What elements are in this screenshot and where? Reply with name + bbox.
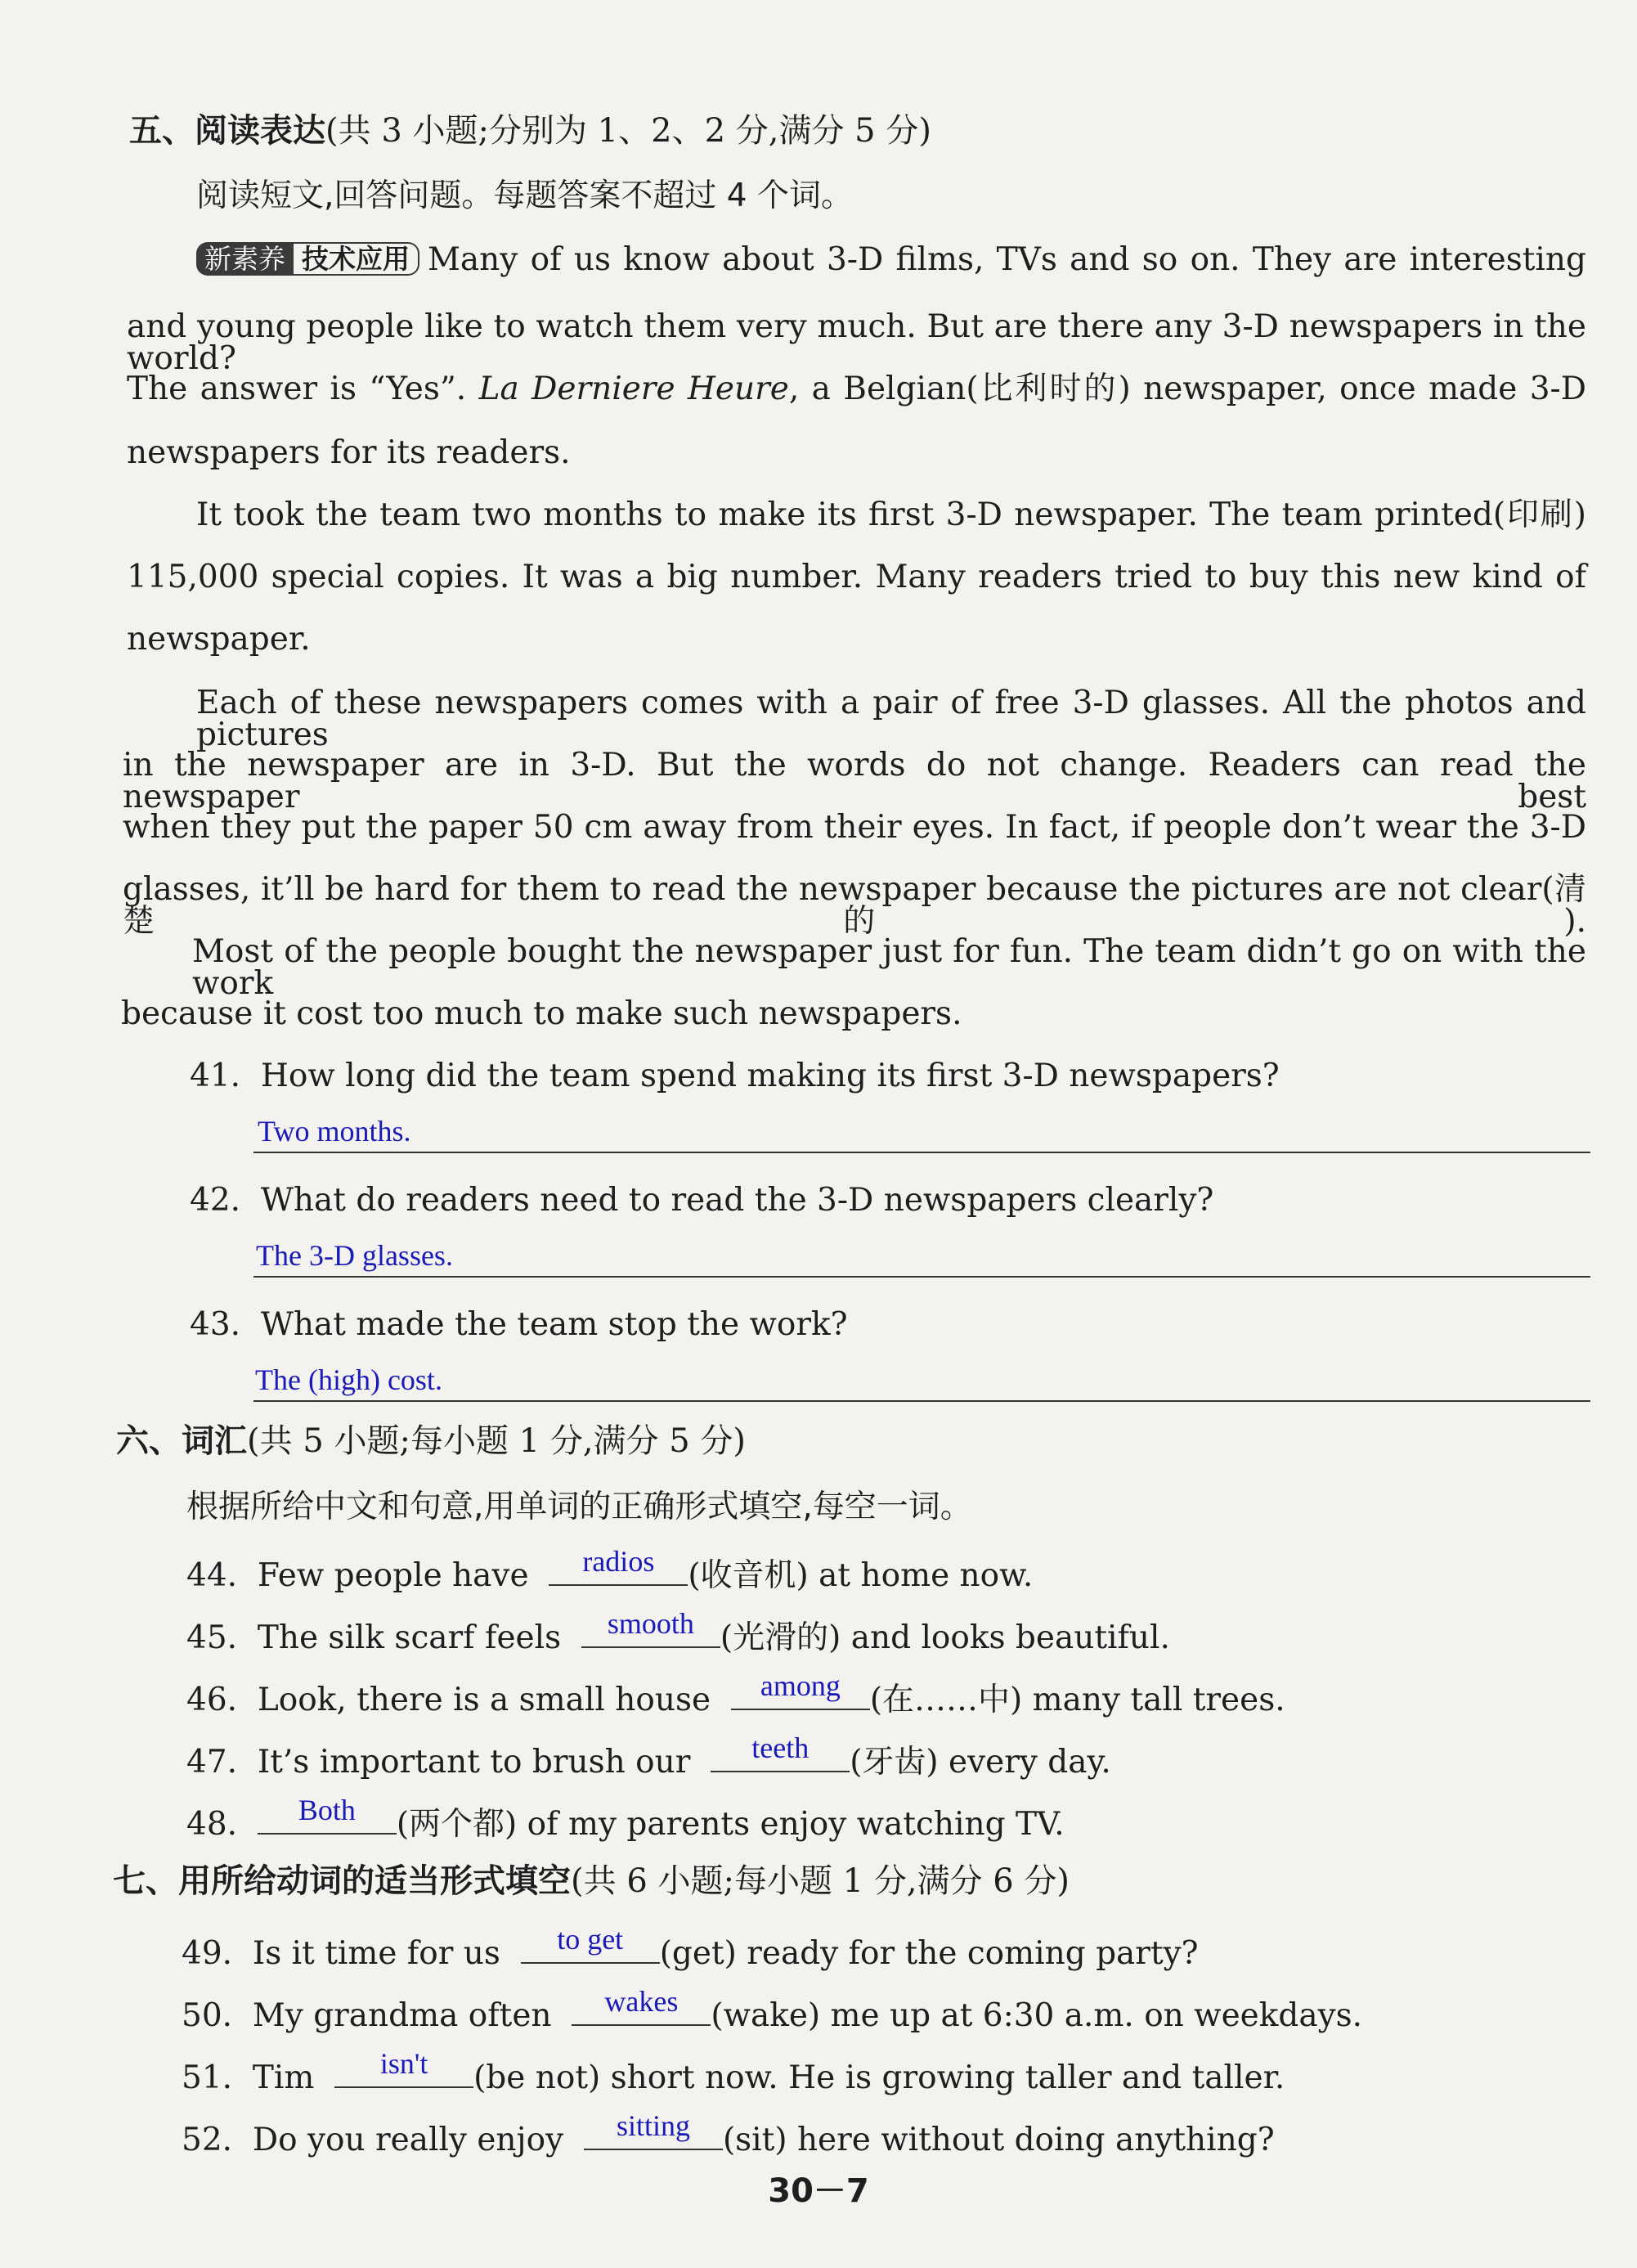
vocab-item-45: 45. The silk scarf feels smooth (光滑的) and looks beautiful.	[186, 1607, 1170, 1656]
answer-blank-50[interactable]: wakes	[572, 1992, 711, 2026]
section6-note: (共 5 小题;每小题 1 分,满分 5 分)	[247, 1422, 747, 1460]
section6-instruction: 根据所给中文和句意,用单词的正确形式填空,每空一词。	[186, 1489, 972, 1525]
vocab-item-44: 44. Few people have radios (收音机) at home now.	[186, 1545, 1034, 1594]
question-number: 42.	[190, 1182, 241, 1219]
section6-heading	[116, 1422, 747, 1460]
passage-line-13: because it cost too much to make such newspapers.	[121, 995, 962, 1032]
verb-item-52: 52. Do you really enjoy sitting (sit) here without doing anything?	[182, 2109, 1275, 2158]
answer-line	[253, 1400, 1590, 1402]
question-number: 43.	[190, 1306, 241, 1343]
question-41	[190, 1060, 1280, 1092]
passage-line-1	[196, 242, 1586, 276]
section7-note: (共 6 小题;每小题 1 分,满分 6 分)	[571, 1862, 1070, 1900]
verb-item-51: 51. Tim isn't (be not) short now. He is growing taller and taller.	[182, 2047, 1285, 2096]
passage-line-10: when they put the paper 50 cm away from their eyes. In fact, if people don’t wear the 3-D	[123, 809, 1586, 846]
section7-heading	[113, 1862, 1070, 1900]
passage-text: The answer is “Yes”.	[127, 371, 467, 407]
passage-line-9: in the newspaper are in 3-D. But the words do not change. Readers can read the newspaper best	[123, 747, 1586, 815]
verb-item-50: 50. My grandma often wakes (wake) me up at 6:30 a.m. on weekdays.	[182, 1985, 1363, 2034]
question-43	[190, 1306, 848, 1343]
passage-line-3	[127, 373, 1586, 405]
passage-line-8: Each of these newspapers comes with a pair of free 3-D glasses. All the photos and pictures	[196, 685, 1586, 753]
answer-blank-45[interactable]: smooth	[581, 1615, 720, 1648]
vocab-item-47: 47. It’s important to brush our teeth (牙齿) every day.	[186, 1731, 1111, 1781]
answer-blank-49[interactable]: to get	[521, 1930, 660, 1964]
passage-line-5: It took the team two months to make its first 3-D newspaper. The team printed(印刷)	[196, 496, 1586, 533]
section6-title: 六、词汇	[116, 1422, 247, 1460]
answer-blank-46[interactable]: among	[731, 1677, 870, 1710]
question-text: How long did the team spend making its first 3-D newspapers?	[260, 1058, 1280, 1094]
answer-blank-44[interactable]: radios	[549, 1552, 688, 1586]
newspaper-name: La Derniere Heure	[478, 371, 789, 407]
badge-tech-application: 技术应用	[294, 242, 419, 276]
answer-line	[253, 1152, 1590, 1153]
question-42	[190, 1182, 1214, 1219]
question-text: What do readers need to read the 3-D newspapers clearly?	[260, 1182, 1214, 1219]
passage-line-2: and young people like to watch them very much. But are there any 3-D newspapers in the world?	[127, 308, 1586, 377]
section5-note: (共 3 小题;分别为 1、2、2 分,满分 5 分)	[325, 112, 931, 150]
verb-item-49: 49. Is it time for us to get (get) ready for the coming party?	[182, 1923, 1199, 1972]
badge-new-literacy: 新素养	[196, 242, 294, 276]
answer-blank-47[interactable]: teeth	[711, 1739, 850, 1772]
answer-41[interactable]: Two months.	[258, 1115, 411, 1147]
vocab-item-46: 46. Look, there is a small house among (在……中) many tall trees.	[186, 1669, 1285, 1718]
answer-blank-51[interactable]: isn't	[334, 2055, 473, 2088]
passage-line-7: newspaper.	[127, 621, 311, 658]
passage-line-4: newspapers for its readers.	[127, 434, 571, 471]
question-text: What made the team stop the work?	[260, 1306, 848, 1343]
passage-line-6: 115,000 special copies. It was a big number. Many readers tried to buy this new kind of	[127, 559, 1586, 595]
section5-title: 五、阅读表达	[129, 112, 325, 150]
page-number: 30－7	[768, 2172, 869, 2210]
answer-43[interactable]: The (high) cost.	[255, 1363, 442, 1396]
answer-42[interactable]: The 3-D glasses.	[256, 1239, 453, 1272]
passage-line-12: Most of the people bought the newspaper just for fun. The team didn’t go on with the work	[192, 933, 1586, 1002]
answer-blank-48[interactable]: Both	[258, 1801, 397, 1835]
passage-text: Many of us know about 3-D films, TVs and so on. They are interesting	[428, 241, 1586, 278]
passage-text: , a Belgian(比利时的) newspaper, once made 3-D	[788, 371, 1587, 407]
section7-title: 七、用所给动词的适当形式填空	[113, 1862, 571, 1900]
passage-line-11: glasses, it’ll be hard for them to read the newspaper because the pictures are not clear(清楚的).	[123, 871, 1586, 940]
answer-blank-52[interactable]: sitting	[584, 2117, 723, 2150]
section5-heading	[129, 112, 931, 150]
answer-line	[253, 1276, 1590, 1278]
section5-instruction: 阅读短文,回答问题。每题答案不超过 4 个词。	[196, 177, 854, 214]
question-number: 41.	[190, 1058, 241, 1094]
vocab-item-48: 48. Both (两个都) of my parents enjoy watching TV.	[186, 1794, 1065, 1843]
